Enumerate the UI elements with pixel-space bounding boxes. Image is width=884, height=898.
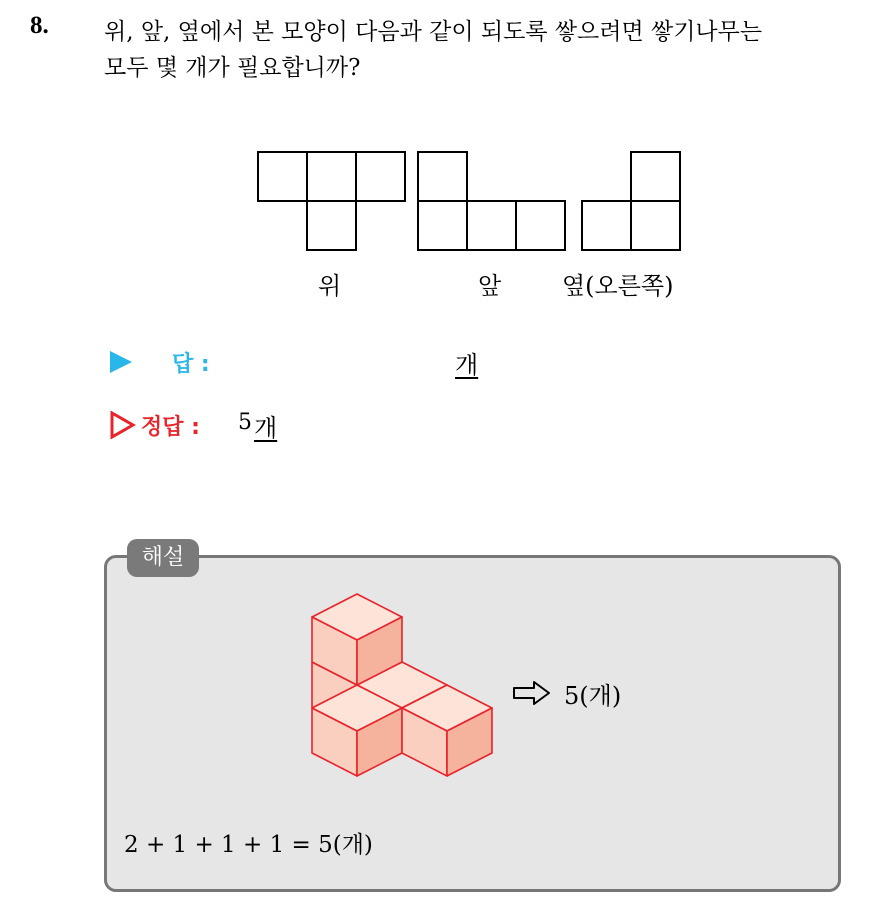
answer-row [110, 345, 610, 381]
view-diagrams [0, 0, 884, 300]
side-view-label: 옆(오른쪽) [562, 272, 674, 300]
correct-answer-row [110, 408, 610, 444]
answer-label: 답 : [172, 352, 210, 377]
cube-stack-illustration [300, 590, 510, 790]
front-view-label: 앞 [478, 272, 502, 300]
correct-label: 정답 : [141, 415, 200, 440]
top-view-label: 위 [318, 272, 342, 300]
answer-unit: 개 [455, 351, 479, 379]
front-view [418, 152, 565, 250]
outline-triangle-icon [110, 411, 136, 439]
question-line-1: 위, 앞, 옆에서 본 모양이 다음과 같이 되도록 쌓으려면 쌓기나무는 [104, 19, 763, 45]
right-arrow-icon [512, 680, 552, 706]
correct-unit: 개 [254, 414, 278, 442]
correct-value: 5 [238, 410, 252, 435]
question-line-2: 모두 몇 개가 필요합니까? [104, 55, 361, 81]
play-triangle-icon [110, 351, 132, 373]
explanation-tab: 해설 [127, 539, 199, 577]
result-text: 5(개) [564, 682, 622, 710]
question-number: 8. [30, 12, 49, 39]
explanation-formula: 2 + 1 + 1 + 1 = 5(개) [124, 832, 373, 858]
top-view [258, 152, 405, 250]
side-view [582, 152, 680, 250]
result-row [512, 676, 672, 708]
